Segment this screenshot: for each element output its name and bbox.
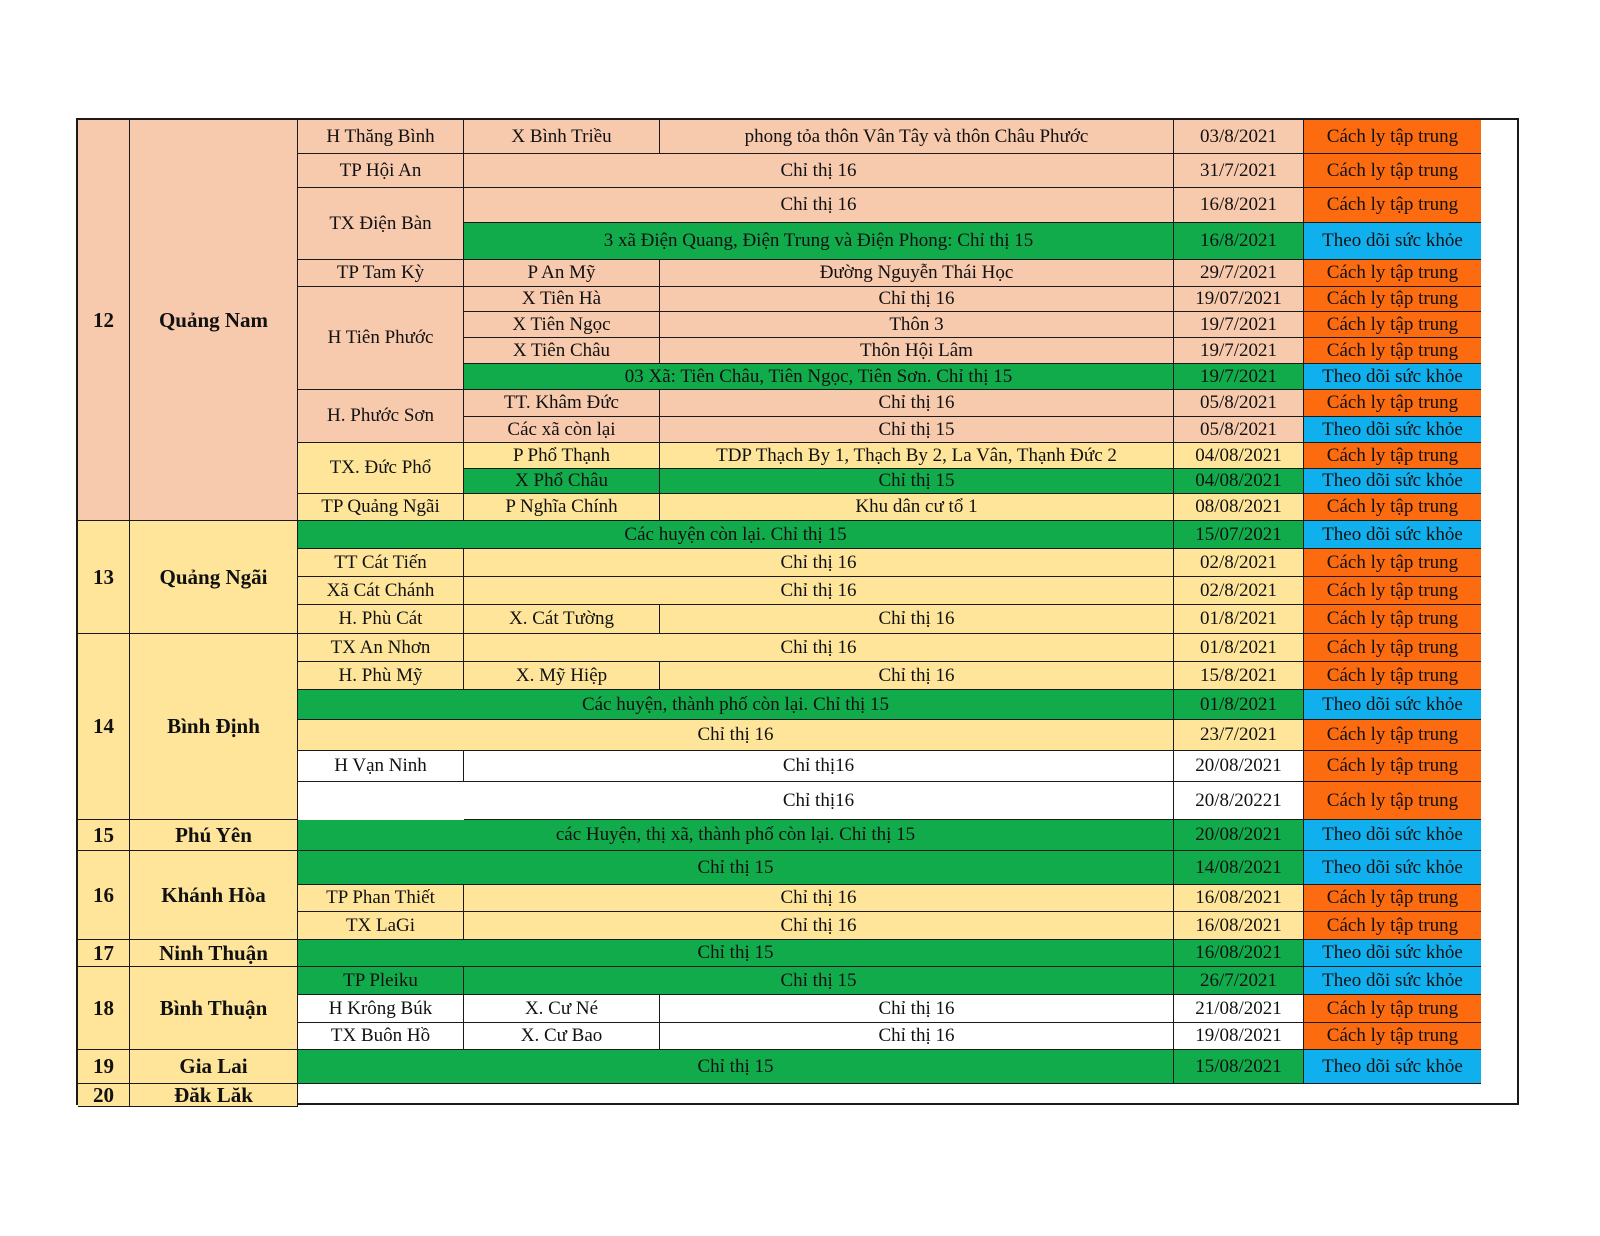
date-cell: 08/08/2021 bbox=[1174, 494, 1304, 521]
district-cell: H. Phước Sơn bbox=[298, 390, 464, 443]
detail-cell: Các huyện, thành phố còn lại. Chỉ thị 15 bbox=[298, 690, 1174, 720]
district-cell: TX Điện Bàn bbox=[298, 188, 464, 260]
date-cell: 04/08/2021 bbox=[1174, 443, 1304, 469]
detail-cell: phong tỏa thôn Vân Tây và thôn Châu Phước bbox=[660, 120, 1174, 154]
province-name: Ninh Thuận bbox=[130, 940, 298, 967]
status-cell: Cách ly tập trung bbox=[1304, 1023, 1481, 1050]
detail-cell: Chỉ thị 15 bbox=[464, 967, 1174, 995]
detail-cell: Chỉ thị 16 bbox=[660, 287, 1174, 312]
status-cell: Cách ly tập trung bbox=[1304, 782, 1481, 820]
group-number: 16 bbox=[78, 851, 130, 940]
ward-cell: X. Cát Tường bbox=[464, 605, 660, 634]
date-cell: 05/8/2021 bbox=[1174, 390, 1304, 417]
status-cell: Theo dõi sức khỏe bbox=[1304, 469, 1481, 494]
district-cell: TX An Nhơn bbox=[298, 634, 464, 662]
status-cell: Cách ly tập trung bbox=[1304, 662, 1481, 690]
district-cell: TP Quảng Ngãi bbox=[298, 494, 464, 521]
group-number: 12 bbox=[78, 120, 130, 521]
district-cell: H. Phù Mỹ bbox=[298, 662, 464, 690]
district-cell: H Thăng Bình bbox=[298, 120, 464, 154]
status-cell: Cách ly tập trung bbox=[1304, 577, 1481, 605]
date-cell: 15/8/2021 bbox=[1174, 662, 1304, 690]
detail-cell: Thôn 3 bbox=[660, 312, 1174, 338]
ward-cell: X. Cư Né bbox=[464, 995, 660, 1023]
ward-cell: X Tiên Châu bbox=[464, 338, 660, 364]
district-cell: H. Phù Cát bbox=[298, 605, 464, 634]
date-cell: 02/8/2021 bbox=[1174, 577, 1304, 605]
group-number: 19 bbox=[78, 1050, 130, 1084]
date-cell: 01/8/2021 bbox=[1174, 690, 1304, 720]
detail-cell: Chỉ thị 16 bbox=[660, 390, 1174, 417]
detail-cell: Chỉ thị 15 bbox=[660, 417, 1174, 443]
status-cell: Theo dõi sức khỏe bbox=[1304, 1050, 1481, 1084]
detail-cell: Chỉ thị16 bbox=[464, 751, 1174, 782]
date-cell: 19/7/2021 bbox=[1174, 364, 1304, 390]
date-cell: 26/7/2021 bbox=[1174, 967, 1304, 995]
date-cell: 15/08/2021 bbox=[1174, 1050, 1304, 1084]
detail-cell: Chỉ thị 16 bbox=[464, 188, 1174, 223]
status-cell: Cách ly tập trung bbox=[1304, 443, 1481, 469]
status-cell: Cách ly tập trung bbox=[1304, 995, 1481, 1023]
detail-cell: Chỉ thị 15 bbox=[660, 469, 1174, 494]
detail-cell: Đường Nguyễn Thái Học bbox=[660, 260, 1174, 287]
status-cell: Cách ly tập trung bbox=[1304, 120, 1481, 154]
group-number: 17 bbox=[78, 940, 130, 967]
detail-cell: Chỉ thị 16 bbox=[464, 634, 1174, 662]
status-cell: Cách ly tập trung bbox=[1304, 720, 1481, 751]
detail-cell: TDP Thạch By 1, Thạch By 2, La Vân, Thạnh Đức 2 bbox=[660, 443, 1174, 469]
group-number: 15 bbox=[78, 820, 130, 851]
district-cell: H Krông Búk bbox=[298, 995, 464, 1023]
detail-cell: Chỉ thị 16 bbox=[464, 549, 1174, 577]
status-cell: Theo dõi sức khỏe bbox=[1304, 940, 1481, 967]
ward-cell: P Phổ Thạnh bbox=[464, 443, 660, 469]
date-cell: 02/8/2021 bbox=[1174, 549, 1304, 577]
date-cell: 16/08/2021 bbox=[1174, 940, 1304, 967]
district-cell: TP Pleiku bbox=[298, 967, 464, 995]
date-cell: 16/8/2021 bbox=[1174, 188, 1304, 223]
date-cell: 01/8/2021 bbox=[1174, 634, 1304, 662]
status-cell: Theo dõi sức khỏe bbox=[1304, 967, 1481, 995]
detail-cell: 3 xã Điện Quang, Điện Trung và Điện Phong: Chỉ thị 15 bbox=[464, 223, 1174, 260]
detail-cell: Chỉ thị 16 bbox=[464, 912, 1174, 940]
quarantine-table bbox=[76, 118, 1519, 1105]
province-name: Bình Thuận bbox=[130, 967, 298, 1050]
ward-cell: Các xã còn lại bbox=[464, 417, 660, 443]
detail-cell: 03 Xã: Tiên Châu, Tiên Ngọc, Tiên Sơn. Chỉ thị 15 bbox=[464, 364, 1174, 390]
status-cell: Cách ly tập trung bbox=[1304, 390, 1481, 417]
detail-cell: Chỉ thị16 bbox=[464, 782, 1174, 820]
status-cell: Cách ly tập trung bbox=[1304, 751, 1481, 782]
status-cell: Cách ly tập trung bbox=[1304, 188, 1481, 223]
date-cell: 20/08/2021 bbox=[1174, 820, 1304, 851]
status-cell: Cách ly tập trung bbox=[1304, 634, 1481, 662]
district-cell: TX Buôn Hồ bbox=[298, 1023, 464, 1050]
district-cell: H Tiên Phước bbox=[298, 287, 464, 390]
district-cell: TP Hội An bbox=[298, 154, 464, 188]
province-name: Gia Lai bbox=[130, 1050, 298, 1084]
detail-cell: Chỉ thị 16 bbox=[298, 720, 1174, 751]
status-cell: Theo dõi sức khỏe bbox=[1304, 690, 1481, 720]
group-number: 13 bbox=[78, 521, 130, 634]
detail-cell: các Huyện, thị xã, thành phố còn lại. Chỉ thị 15 bbox=[298, 820, 1174, 851]
ward-cell: TT. Khâm Đức bbox=[464, 390, 660, 417]
date-cell: 04/08/2021 bbox=[1174, 469, 1304, 494]
status-cell: Cách ly tập trung bbox=[1304, 605, 1481, 634]
date-cell: 31/7/2021 bbox=[1174, 154, 1304, 188]
date-cell: 14/08/2021 bbox=[1174, 851, 1304, 885]
district-cell: TX. Đức Phổ bbox=[298, 443, 464, 494]
group-number: 20 bbox=[78, 1084, 130, 1107]
status-cell: Cách ly tập trung bbox=[1304, 260, 1481, 287]
status-cell: Theo dõi sức khỏe bbox=[1304, 364, 1481, 390]
detail-cell: Chỉ thị 15 bbox=[298, 940, 1174, 967]
group-number: 14 bbox=[78, 634, 130, 820]
date-cell: 20/8/20221 bbox=[1174, 782, 1304, 820]
detail-cell: Các huyện còn lại. Chỉ thị 15 bbox=[298, 521, 1174, 549]
date-cell: 16/08/2021 bbox=[1174, 912, 1304, 940]
date-cell: 19/08/2021 bbox=[1174, 1023, 1304, 1050]
ward-cell: X Bình Triều bbox=[464, 120, 660, 154]
detail-cell: Chỉ thị 16 bbox=[464, 577, 1174, 605]
status-cell: Cách ly tập trung bbox=[1304, 549, 1481, 577]
status-cell: Theo dõi sức khỏe bbox=[1304, 820, 1481, 851]
date-cell: 21/08/2021 bbox=[1174, 995, 1304, 1023]
ward-cell: X. Mỹ Hiệp bbox=[464, 662, 660, 690]
date-cell: 16/8/2021 bbox=[1174, 223, 1304, 260]
date-cell: 05/8/2021 bbox=[1174, 417, 1304, 443]
ward-cell: X Tiên Ngọc bbox=[464, 312, 660, 338]
date-cell: 01/8/2021 bbox=[1174, 605, 1304, 634]
date-cell: 16/08/2021 bbox=[1174, 885, 1304, 912]
detail-cell: Chỉ thị 16 bbox=[660, 995, 1174, 1023]
ward-cell: X Tiên Hà bbox=[464, 287, 660, 312]
detail-cell: Thôn Hội Lâm bbox=[660, 338, 1174, 364]
status-cell: Cách ly tập trung bbox=[1304, 912, 1481, 940]
status-cell: Cách ly tập trung bbox=[1304, 287, 1481, 312]
detail-cell: Chỉ thị 16 bbox=[660, 1023, 1174, 1050]
ward-cell: X Phổ Châu bbox=[464, 469, 660, 494]
district-cell: H Vạn Ninh bbox=[298, 751, 464, 782]
province-name: Khánh Hòa bbox=[130, 851, 298, 940]
detail-cell: Chỉ thị 15 bbox=[298, 1050, 1174, 1084]
province-name: Đăk Lăk bbox=[130, 1084, 298, 1107]
date-cell: 03/8/2021 bbox=[1174, 120, 1304, 154]
status-cell: Cách ly tập trung bbox=[1304, 885, 1481, 912]
status-cell: Theo dõi sức khỏe bbox=[1304, 417, 1481, 443]
province-name: Phú Yên bbox=[130, 820, 298, 851]
date-cell: 19/7/2021 bbox=[1174, 338, 1304, 364]
ward-cell: P An Mỹ bbox=[464, 260, 660, 287]
district-cell: Xã Cát Chánh bbox=[298, 577, 464, 605]
date-cell: 20/08/2021 bbox=[1174, 751, 1304, 782]
province-name: Quảng Nam bbox=[130, 120, 298, 521]
status-cell: Cách ly tập trung bbox=[1304, 338, 1481, 364]
district-cell: TP Phan Thiết bbox=[298, 885, 464, 912]
status-cell: Cách ly tập trung bbox=[1304, 494, 1481, 521]
status-cell: Cách ly tập trung bbox=[1304, 154, 1481, 188]
ward-cell: X. Cư Bao bbox=[464, 1023, 660, 1050]
date-cell: 19/7/2021 bbox=[1174, 312, 1304, 338]
detail-cell: Chỉ thị 15 bbox=[298, 851, 1174, 885]
province-name: Quảng Ngãi bbox=[130, 521, 298, 634]
detail-cell: Chỉ thị 16 bbox=[464, 154, 1174, 188]
detail-cell: Chỉ thị 16 bbox=[660, 662, 1174, 690]
ward-cell: P Nghĩa Chính bbox=[464, 494, 660, 521]
district-cell: TT Cát Tiến bbox=[298, 549, 464, 577]
group-number: 18 bbox=[78, 967, 130, 1050]
detail-cell: Khu dân cư tổ 1 bbox=[660, 494, 1174, 521]
date-cell: 15/07/2021 bbox=[1174, 521, 1304, 549]
date-cell: 19/07/2021 bbox=[1174, 287, 1304, 312]
district-cell: TX LaGi bbox=[298, 912, 464, 940]
detail-cell: Chỉ thị 16 bbox=[464, 885, 1174, 912]
province-name: Bình Định bbox=[130, 634, 298, 820]
date-cell: 23/7/2021 bbox=[1174, 720, 1304, 751]
status-cell: Theo dõi sức khỏe bbox=[1304, 851, 1481, 885]
detail-cell: Chỉ thị 16 bbox=[660, 605, 1174, 634]
date-cell: 29/7/2021 bbox=[1174, 260, 1304, 287]
status-cell: Theo dõi sức khỏe bbox=[1304, 521, 1481, 549]
district-cell: TP Tam Kỳ bbox=[298, 260, 464, 287]
status-cell: Cách ly tập trung bbox=[1304, 312, 1481, 338]
status-cell: Theo dõi sức khỏe bbox=[1304, 223, 1481, 260]
